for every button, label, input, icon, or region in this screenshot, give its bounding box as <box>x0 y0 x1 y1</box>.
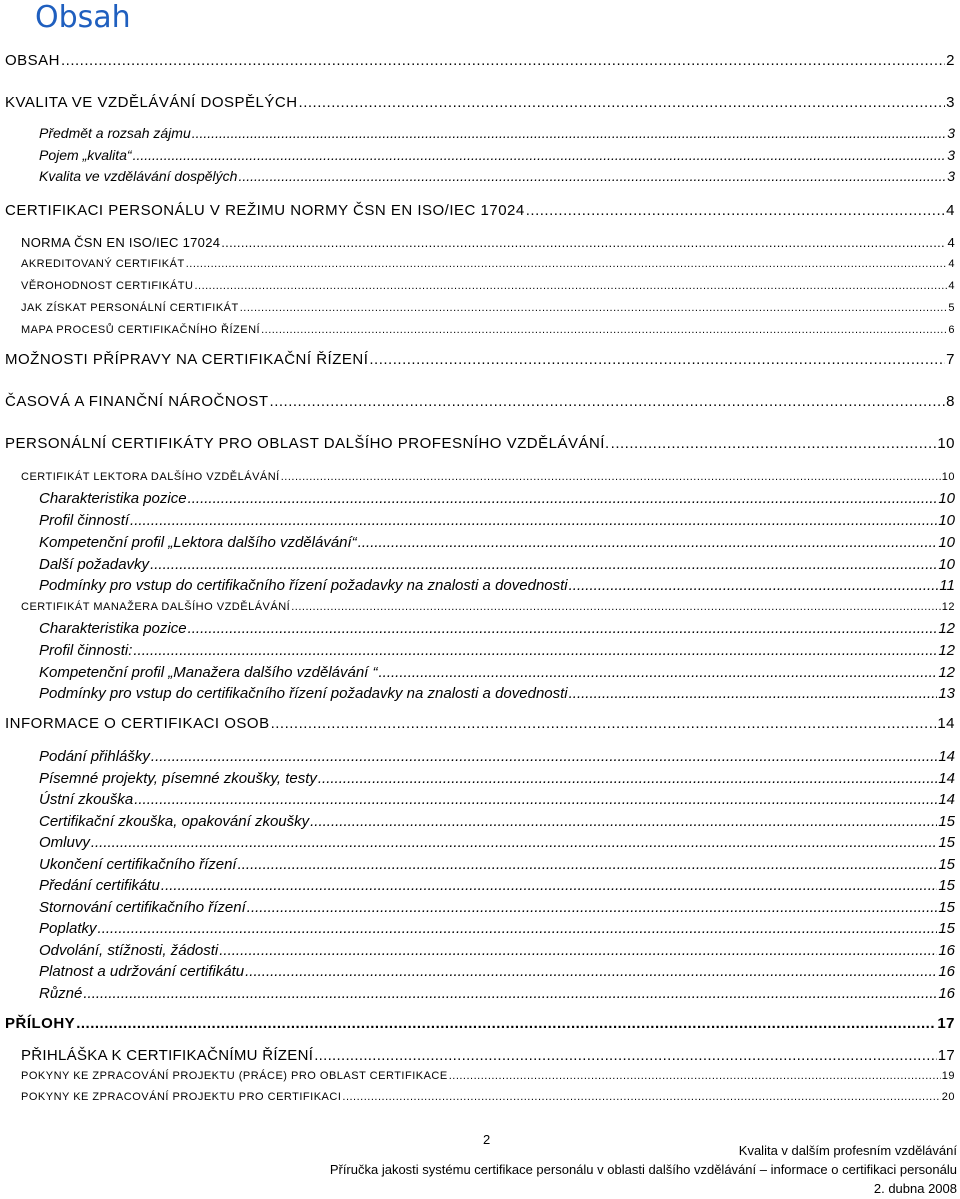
toc-entry-title: Podmínky pro vstup do certifikačního řízení požadavky na znalosti a dovednosti <box>39 577 568 594</box>
toc-leader <box>192 125 946 141</box>
toc-entry-page: 10 <box>937 435 955 452</box>
toc-leader <box>221 235 946 250</box>
footer-line-1: Kvalita v dalším profesním vzdělávání <box>738 1143 957 1158</box>
toc-entry[interactable] <box>39 942 955 959</box>
toc-entry[interactable] <box>39 685 955 702</box>
page-number: 2 <box>483 1132 491 1147</box>
toc-entry[interactable] <box>5 393 955 410</box>
toc-entry[interactable] <box>39 748 955 765</box>
toc-entry-page: 14 <box>938 791 955 808</box>
toc-leader <box>291 601 941 613</box>
toc-entry-title: Písemné projekty, písemné zkoušky, testy <box>39 770 317 787</box>
toc-entry[interactable] <box>5 351 955 368</box>
toc-entry-title: NORMA ČSN EN ISO/IEC 17024 <box>21 235 221 250</box>
toc-entry-page: 15 <box>938 813 955 830</box>
toc-entry-page: 3 <box>946 94 955 111</box>
toc-leader <box>240 302 948 314</box>
toc-entry-title: Kompetenční profil „Manažera dalšího vzdělávání “ <box>39 664 378 681</box>
toc-entry[interactable] <box>5 1015 955 1032</box>
toc-leader <box>161 877 937 894</box>
toc-entry-title: Profil činností <box>39 512 130 529</box>
toc-leader <box>314 1047 937 1064</box>
toc-leader <box>261 324 947 336</box>
toc-entry-page: 12 <box>938 620 955 637</box>
toc-entry-title: AKREDITOVANÝ CERTIFIKÁT <box>21 258 185 270</box>
toc-entry-title: Certifikační zkouška, opakování zkoušky <box>39 813 310 830</box>
toc-entry-title: Profil činnosti: <box>39 642 133 659</box>
toc-entry-title: OBSAH <box>5 52 61 69</box>
toc-entry-page: 17 <box>937 1015 955 1032</box>
toc-entry[interactable] <box>39 534 955 551</box>
toc-entry-title: CERTIFIKÁT MANAŽERA DALŠÍHO VZDĚLÁVÁNÍ <box>21 601 291 613</box>
toc-entry-title: Poplatky <box>39 920 97 937</box>
toc-entry-title: JAK ZÍSKAT PERSONÁLNÍ CERTIFIKÁT <box>21 302 239 314</box>
toc-entry[interactable] <box>39 125 955 141</box>
toc-leader <box>133 642 937 659</box>
toc-entry[interactable] <box>21 235 955 250</box>
toc-entry-page: 8 <box>946 393 955 410</box>
toc-leader <box>61 52 945 69</box>
toc-entry[interactable] <box>5 435 955 452</box>
toc-entry[interactable] <box>39 877 955 894</box>
toc-leader <box>76 1015 936 1032</box>
toc-leader <box>526 202 945 219</box>
toc-entry-page: 15 <box>938 877 955 894</box>
toc-entry-title: Ústní zkouška <box>39 791 134 808</box>
toc-entry-page: 4 <box>947 235 955 250</box>
toc-entry[interactable] <box>39 791 955 808</box>
toc-entry-page: 15 <box>938 856 955 873</box>
toc-entry-page: 15 <box>938 834 955 851</box>
toc-entry-title: Ukončení certifikačního řízení <box>39 856 237 873</box>
toc-leader <box>151 748 937 765</box>
toc-entry[interactable] <box>39 490 955 507</box>
toc-entry-title: Kvalita ve vzdělávání dospělých <box>39 168 238 184</box>
toc-leader <box>569 685 938 702</box>
toc-entry-title: POKYNY KE ZPRACOVÁNÍ PROJEKTU PRO CERTIFIKACI <box>21 1091 342 1103</box>
toc-entry-title: Odvolání, stížnosti, žádosti <box>39 942 219 959</box>
toc-entry[interactable] <box>21 1047 955 1064</box>
toc-leader <box>449 1070 941 1082</box>
toc-entry-page: 4 <box>948 258 955 270</box>
toc-entry[interactable] <box>39 577 955 594</box>
toc-entry-title: PŘIHLÁŠKA K CERTIFIKAČNÍMU ŘÍZENÍ <box>21 1047 314 1064</box>
toc-leader <box>188 490 938 507</box>
toc-entry-page: 6 <box>948 324 955 336</box>
toc-entry-title: Různé <box>39 985 83 1002</box>
toc-entry[interactable] <box>39 856 955 873</box>
toc-entry-title: Stornování certifikačního řízení <box>39 899 246 916</box>
toc-leader <box>98 920 938 937</box>
toc-entry-page: 15 <box>938 920 955 937</box>
toc-leader <box>219 942 937 959</box>
toc-leader <box>299 94 946 111</box>
toc-leader <box>238 168 946 184</box>
footer-date: 2. dubna 2008 <box>873 1181 957 1196</box>
toc-leader <box>150 556 937 573</box>
toc-entry-title: CERTIFIKÁT LEKTORA DALŠÍHO VZDĚLÁVÁNÍ <box>21 471 280 483</box>
toc-entry[interactable] <box>5 52 955 69</box>
toc-entry[interactable] <box>21 1070 955 1082</box>
toc-entry-page: 3 <box>947 168 955 184</box>
toc-leader <box>186 258 948 270</box>
toc-entry-page: 5 <box>948 302 955 314</box>
toc-entry[interactable] <box>39 620 955 637</box>
toc-entry-page: 3 <box>947 125 955 141</box>
toc-entry[interactable] <box>39 813 955 830</box>
toc-leader <box>342 1091 940 1103</box>
toc-leader <box>379 664 938 681</box>
toc-entry[interactable] <box>21 471 955 483</box>
toc-entry-title: KVALITA VE VZDĚLÁVÁNÍ DOSPĚLÝCH <box>5 94 298 111</box>
toc-entry-title: Pojem „kvalita“ <box>39 147 132 163</box>
page-heading: Obsah <box>35 0 131 35</box>
toc-entry-page: 19 <box>941 1070 955 1082</box>
toc-leader <box>133 147 947 163</box>
toc-entry[interactable] <box>5 202 955 219</box>
toc-entry-page: 20 <box>941 1091 955 1103</box>
toc-entry-page: 14 <box>938 748 955 765</box>
toc-entry-page: 7 <box>946 351 955 368</box>
toc-entry[interactable] <box>21 1091 955 1103</box>
toc-entry-page: 4 <box>948 280 955 292</box>
toc-entry-title: ČASOVÁ A FINANČNÍ NÁROČNOST <box>5 393 269 410</box>
toc-entry[interactable] <box>39 985 955 1002</box>
toc-leader <box>281 471 941 483</box>
toc-entry[interactable] <box>39 556 955 573</box>
toc-entry-title: Předání certifikátu <box>39 877 160 894</box>
toc-entry[interactable] <box>39 899 955 916</box>
toc-entry-title: Podání přihlášky <box>39 748 150 765</box>
toc-entry-page: 10 <box>941 471 955 483</box>
toc-entry[interactable] <box>39 642 955 659</box>
toc-entry[interactable] <box>21 258 955 270</box>
toc-leader <box>310 813 937 830</box>
toc-leader <box>91 834 937 851</box>
toc-leader <box>247 899 938 916</box>
toc-entry-page: 10 <box>938 556 955 573</box>
toc-entry-title: MOŽNOSTI PŘÍPRAVY NA CERTIFIKAČNÍ ŘÍZENÍ <box>5 351 369 368</box>
toc-entry[interactable] <box>39 664 955 681</box>
toc-leader <box>245 963 937 980</box>
toc-entry-page: 14 <box>938 770 955 787</box>
toc-entry[interactable] <box>5 94 955 111</box>
toc-entry-page: 12 <box>938 642 955 659</box>
toc-leader <box>369 351 945 368</box>
toc-entry-title: CERTIFIKACI PERSONÁLU V REŽIMU NORMY ČSN EN ISO/IEC 17024 <box>5 202 525 219</box>
toc-leader <box>569 577 939 594</box>
toc-entry-page: 16 <box>938 963 955 980</box>
toc-entry-title: MAPA PROCESŮ CERTIFIKAČNÍHO ŘÍZENÍ <box>21 324 261 336</box>
toc-entry-title: INFORMACE O CERTIFIKACI OSOB <box>5 715 270 732</box>
toc-entry[interactable] <box>39 770 955 787</box>
toc-entry-page: 16 <box>938 985 955 1002</box>
toc-entry-title: Další požadavky <box>39 556 150 573</box>
toc-entry[interactable] <box>39 963 955 980</box>
toc-entry[interactable] <box>39 147 955 163</box>
toc-entry-title: Kompetenční profil „Lektora dalšího vzdělávání“ <box>39 534 357 551</box>
toc-leader <box>318 770 937 787</box>
toc-leader <box>611 435 937 452</box>
toc-entry-title: Platnost a udržování certifikátu <box>39 963 245 980</box>
toc-entry-title: Předmět a rozsah zájmu <box>39 125 191 141</box>
toc-entry-page: 12 <box>941 601 955 613</box>
footer-line-2: Příručka jakosti systému certifikace personálu v oblasti dalšího vzdělávání – informace o certifikaci personálu <box>329 1162 957 1177</box>
toc-entry-title: Omluvy <box>39 834 90 851</box>
toc-leader <box>188 620 938 637</box>
toc-entry[interactable] <box>5 715 955 732</box>
toc-entry[interactable] <box>39 920 955 937</box>
toc-leader <box>358 534 938 551</box>
toc-entry[interactable] <box>21 324 955 336</box>
toc-entry-title: POKYNY KE ZPRACOVÁNÍ PROJEKTU (PRÁCE) PRO OBLAST CERTIFIKACE <box>21 1070 448 1082</box>
toc-entry-page: 14 <box>937 715 955 732</box>
toc-entry-title: Charakteristika pozice <box>39 620 187 637</box>
toc-leader <box>83 985 937 1002</box>
toc-entry[interactable] <box>21 302 955 314</box>
toc-entry-page: 2 <box>946 52 955 69</box>
toc-leader <box>271 715 937 732</box>
toc-entry[interactable] <box>39 834 955 851</box>
toc-entry[interactable] <box>21 280 955 292</box>
toc-leader <box>134 791 937 808</box>
toc-entry-page: 12 <box>938 664 955 681</box>
toc-entry-title: PERSONÁLNÍ CERTIFIKÁTY PRO OBLAST DALŠÍHO PROFESNÍHO VZDĚLÁVÁNÍ. <box>5 435 610 452</box>
toc-entry[interactable] <box>39 512 955 529</box>
toc-entry-page: 10 <box>938 534 955 551</box>
toc-leader <box>238 856 938 873</box>
toc-entry-page: 13 <box>938 685 955 702</box>
toc-entry-title: VĚROHODNOST CERTIFIKÁTU <box>21 280 194 292</box>
toc-entry-page: 15 <box>938 899 955 916</box>
toc-entry-title: Podmínky pro vstup do certifikačního řízení požadavky na znalosti a dovednosti <box>39 685 568 702</box>
toc-leader <box>270 393 946 410</box>
toc-entry[interactable] <box>39 168 955 184</box>
toc-entry-page: 10 <box>938 490 955 507</box>
toc-entry-page: 16 <box>938 942 955 959</box>
toc-entry-page: 4 <box>946 202 955 219</box>
toc-entry-page: 10 <box>938 512 955 529</box>
toc-entry-title: PŘÍLOHY <box>5 1015 76 1032</box>
toc-entry-page: 3 <box>947 147 955 163</box>
toc-entry-page: 11 <box>939 577 955 594</box>
toc-entry-page: 17 <box>937 1047 955 1064</box>
toc-entry-title: Charakteristika pozice <box>39 490 187 507</box>
toc-leader <box>194 280 947 292</box>
toc-leader <box>130 512 937 529</box>
toc-entry[interactable] <box>21 601 955 613</box>
